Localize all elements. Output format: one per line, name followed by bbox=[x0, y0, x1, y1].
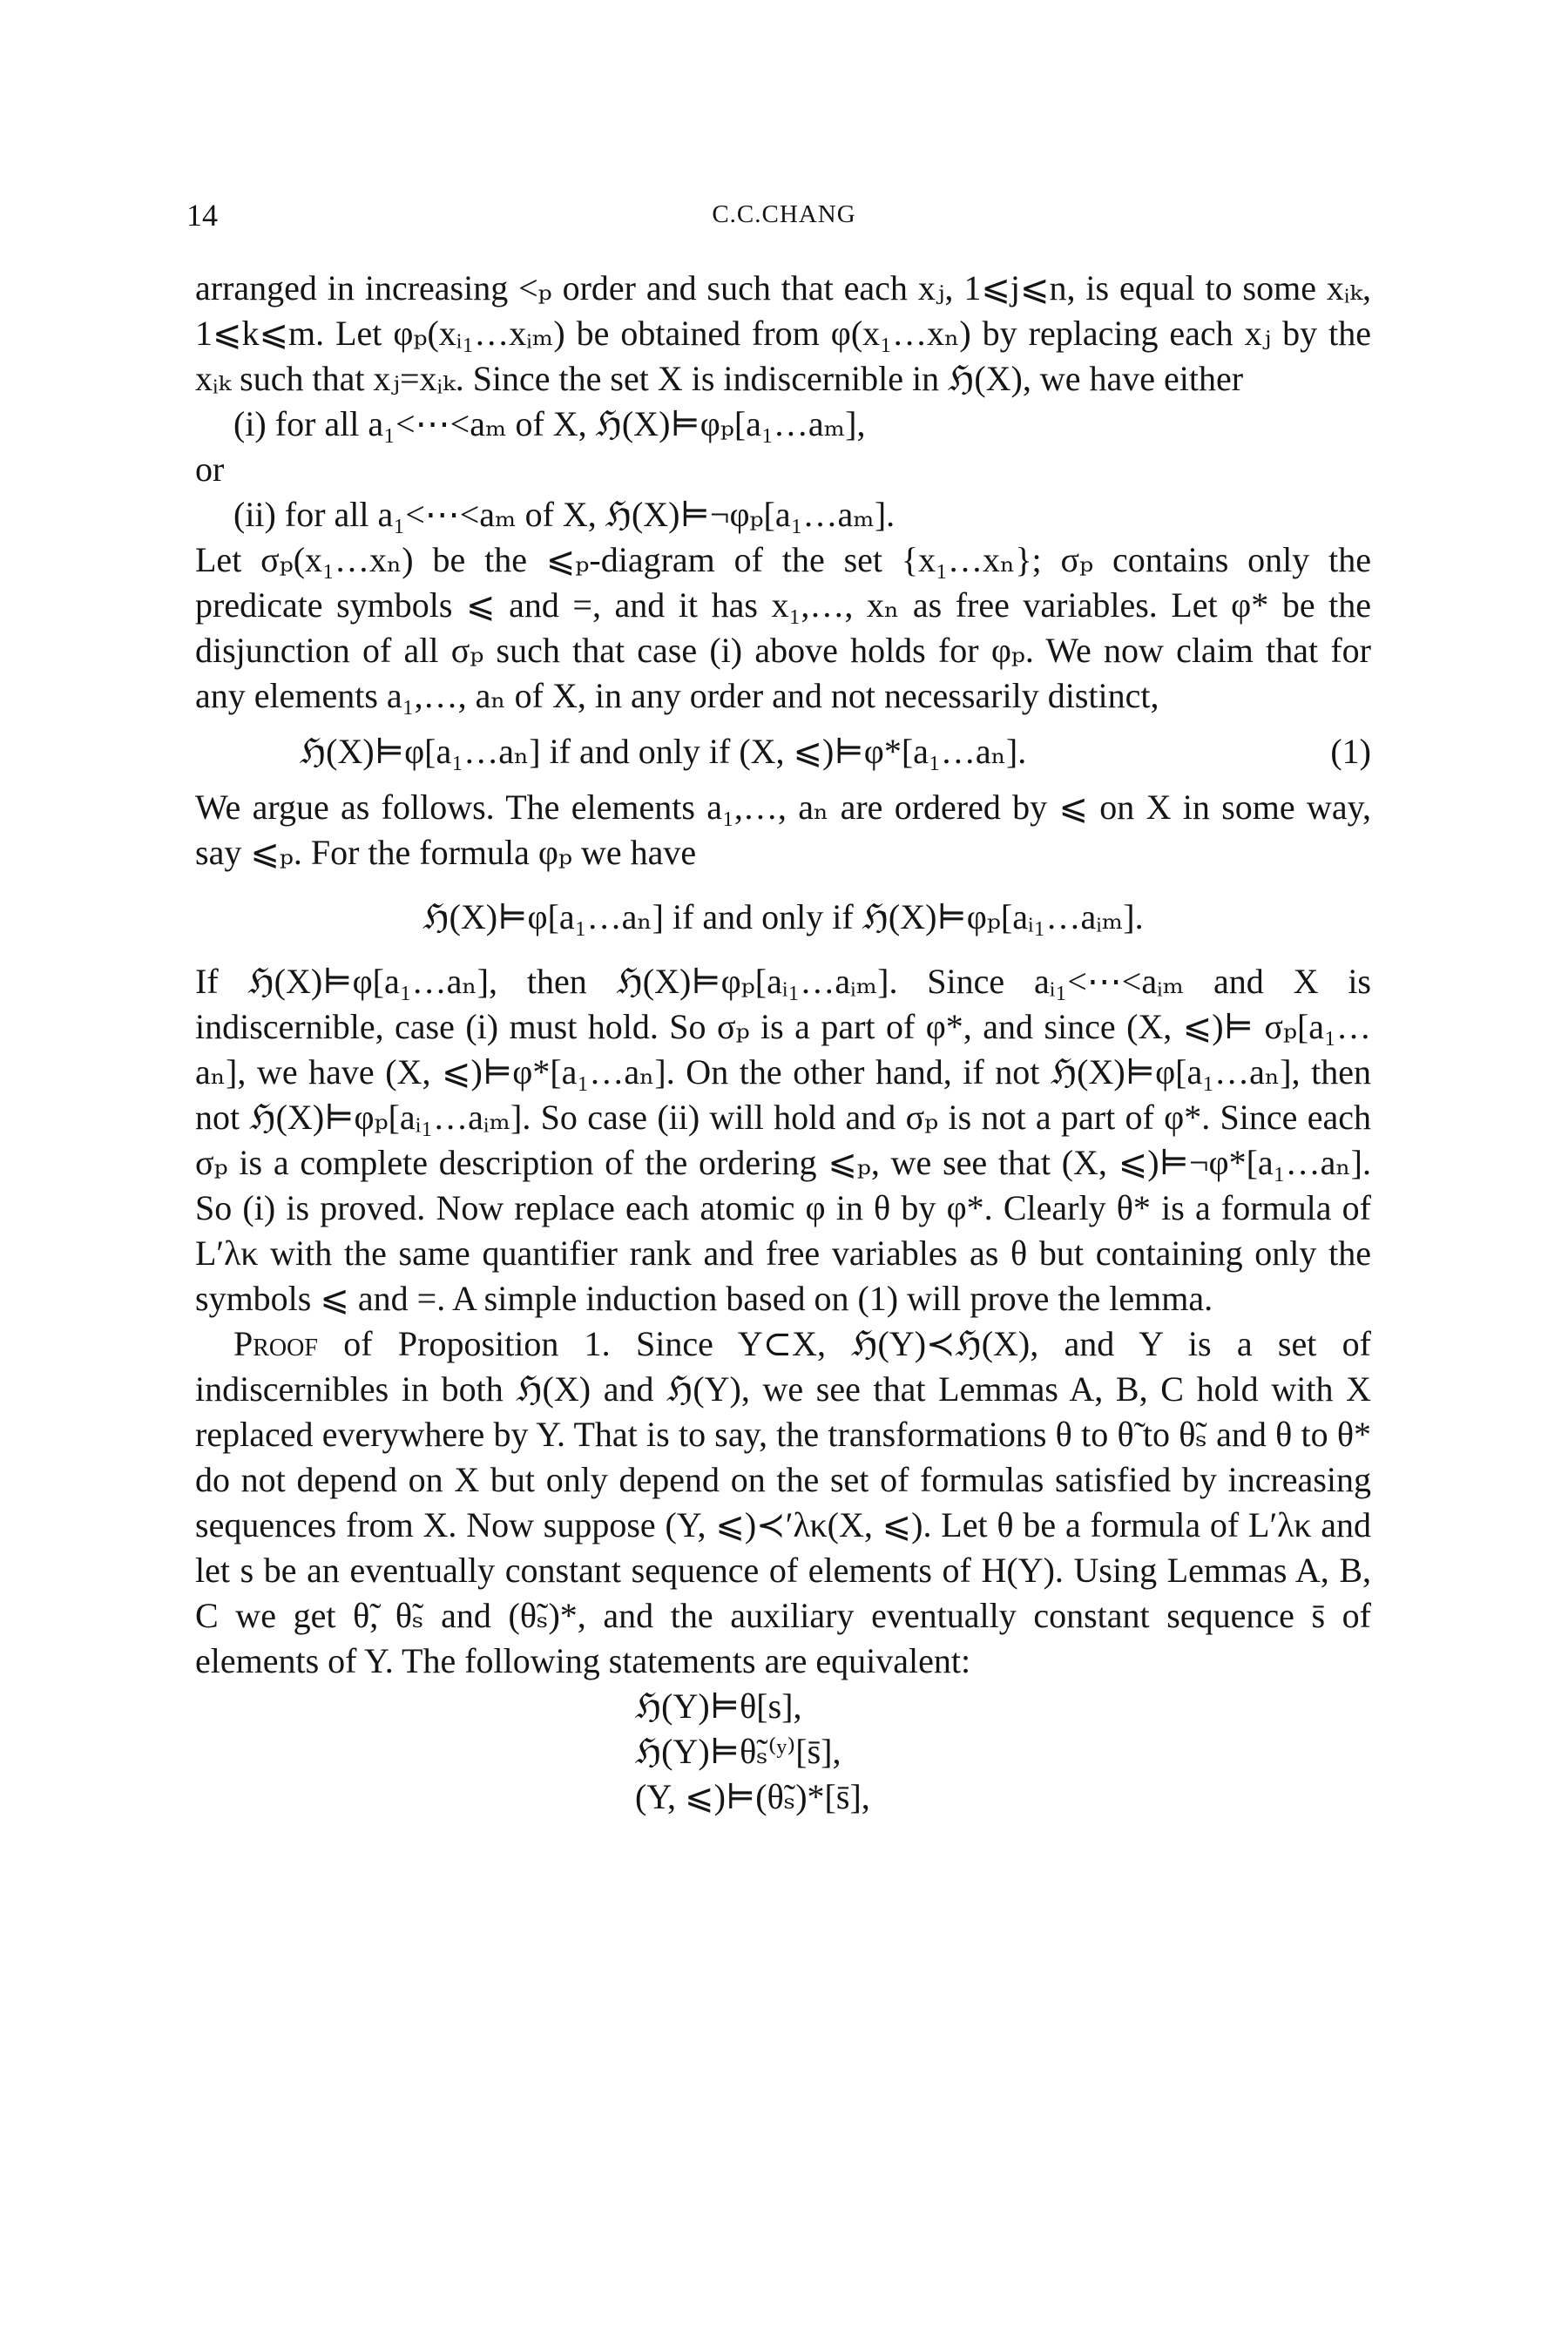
case-ii: (ii) for all a₁<⋯<aₘ of X, ℌ(X)⊨¬φₚ[a₁…aₘ]. bbox=[233, 495, 896, 534]
equation-1 bbox=[195, 729, 1371, 774]
equation-2: ℌ(X)⊨φ[a₁…aₙ] if and only if ℌ(X)⊨φₚ[aᵢ₁…aᵢₘ]. bbox=[422, 897, 1144, 936]
paragraph-5 bbox=[195, 1321, 1371, 1684]
paragraph-2: Let σₚ(x₁…xₙ) be the ⩽ₚ-diagram of the set {x₁…xₙ}; σₚ contains only the predicate symbols ⩽ and =, and it has x₁,…, xₙ as free variables. Let φ* be the disjunction of all σₚ such that case (i) above holds for φₚ. We now claim that for any elements a₁,…, aₙ of X, in any order and not necessarily distinct, bbox=[195, 540, 1371, 715]
page-number: 14 bbox=[186, 198, 218, 233]
statement-3: (Y, ⩽)⊨(θ̃ₛ)*[s̄], bbox=[635, 1777, 870, 1816]
proof-lead: Proof bbox=[233, 1324, 318, 1363]
paragraph-4: If ℌ(X)⊨φ[a₁…aₙ], then ℌ(X)⊨φₚ[aᵢ₁…aᵢₘ]. Since aᵢ₁<⋯<aᵢₘ and X is indiscernible, case (i) must hold. So σₚ is a part of φ*, and since (X, ⩽)⊨ σₚ[a₁…aₙ], we have (X, ⩽)⊨φ*[a₁…aₙ]. On the other hand, if not ℌ(X)⊨φ[a₁…aₙ], then not ℌ(X)⊨φₚ[aᵢ₁…aᵢₘ]. So case (ii) will hold and σₚ is not a part of φ*. Since each σₚ is a complete description of the ordering ⩽ₚ, we see that (X, ⩽)⊨¬φ*[a₁…aₙ]. So (i) is proved. Now replace each atomic φ in θ by φ*. Clearly θ* is a formula of L′λκ with the same quantifier rank and free variables as θ but containing only the symbols ⩽ and =. A simple induction based on (1) will prove the lemma. bbox=[195, 962, 1371, 1318]
equation-1-text: ℌ(X)⊨φ[a₁…aₙ] if and only if (X, ⩽)⊨φ*[a₁…aₙ]. bbox=[300, 732, 1027, 771]
statement-1: ℌ(Y)⊨θ[s], bbox=[635, 1686, 802, 1726]
paragraph-1: arranged in increasing <ₚ order and such that each xⱼ, 1⩽j⩽n, is equal to some xᵢₖ, 1⩽k⩽m. Let φₚ(xᵢ₁…xᵢₘ) be obtained from φ(x₁…xₙ) by replacing each xⱼ by the xᵢₖ such that xⱼ=xᵢₖ. Since the set X is indiscernible in ℌ(X), we have either bbox=[195, 268, 1371, 398]
or-connector: or bbox=[195, 449, 225, 489]
equation-1-number: (1) bbox=[1330, 732, 1371, 771]
paragraph-3: We argue as follows. The elements a₁,…, aₙ are ordered by ⩽ on X in some way, say ⩽ₚ. For the formula φₚ we have bbox=[195, 787, 1371, 872]
running-head: C.C.CHANG bbox=[712, 200, 856, 228]
paragraph-5-text: of Proposition 1. Since Y⊂X, ℌ(Y)≺ℌ(X), and Y is a set of indiscernibles in both ℌ(X) and ℌ(Y), we see that Lemmas A, B, C hold with X replaced everywhere by Y. That is to say, the transformations θ to θ̃ to θ̃ₛ and θ to θ* do not depend on X but only depend on the set of formulas satisfied by increasing sequences from X. Now suppose (Y, ⩽)≺′λκ(X, ⩽). Let θ be a formula of L′λκ and let s be an eventually constant sequence of elements of H(Y). Using Lemmas A, B, C we get θ̃, θ̃ₛ and (θ̃ₛ)*, and the auxiliary eventually constant sequence s̄ of elements of Y. The following statements are equivalent: bbox=[195, 1324, 1371, 1680]
equivalent-statements bbox=[195, 1684, 1371, 1820]
body-text bbox=[195, 266, 1371, 1820]
case-i: (i) for all a₁<⋯<aₘ of X, ℌ(X)⊨φₚ[a₁…aₘ], bbox=[233, 404, 866, 443]
statement-2: ℌ(Y)⊨θ̃ₛ⁽ʸ⁾[s̄], bbox=[635, 1732, 841, 1771]
